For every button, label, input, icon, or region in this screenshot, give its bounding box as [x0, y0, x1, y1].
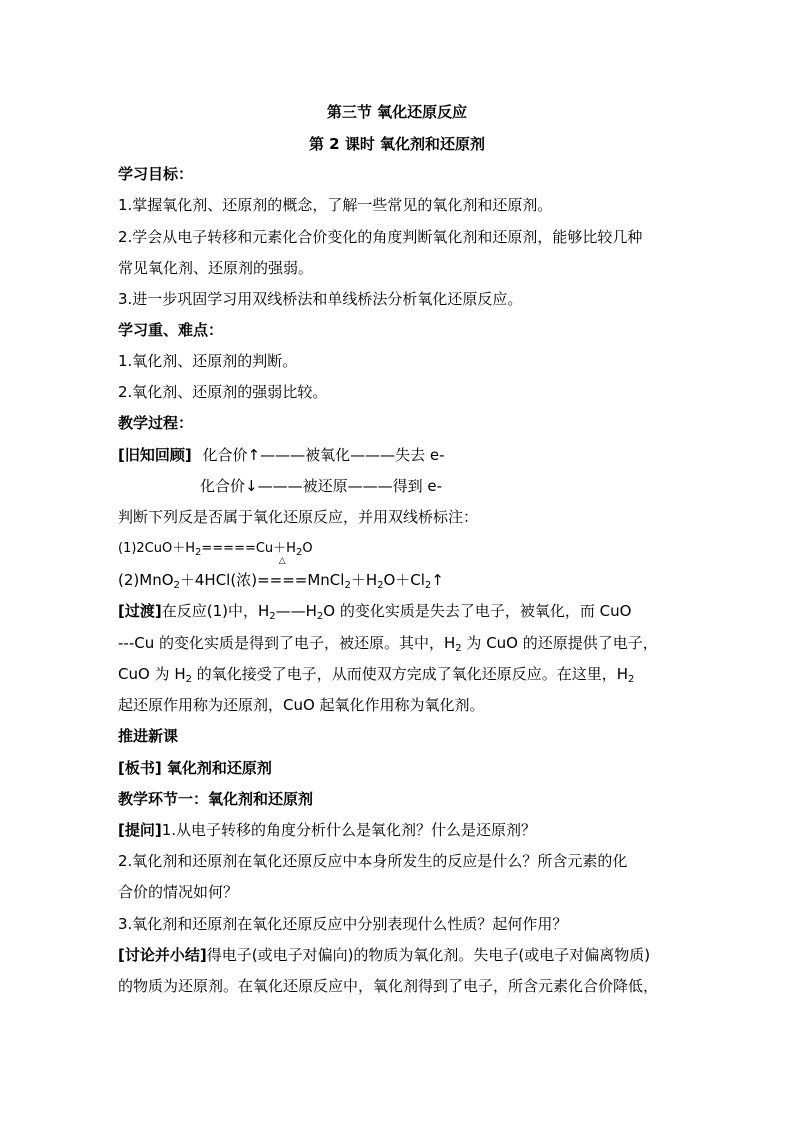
objective-item: 1.掌握氧化剂、还原剂的概念，了解一些常见的氧化剂和还原剂。	[118, 196, 553, 214]
question-3: 3.氧化剂和还原剂在氧化还原反应中分别表现什么性质？起何作用？	[118, 915, 568, 933]
objective-item: 2.学会从电子转移和元素化合价变化的角度判断氧化剂和还原剂，能够比较几种	[118, 228, 643, 246]
transition-tag: [过渡]	[118, 602, 162, 620]
instruction-text: 判断下列反是否属于氧化还原反应，并用双线桥标注：	[118, 508, 479, 526]
summary-line-2: 的物质为还原剂。在氧化还原反应中，氧化剂得到了电子，所含元素化合价降低，	[118, 977, 659, 995]
summary-tag: [讨论并小结]	[118, 946, 207, 964]
question-tag: [提问]	[118, 821, 162, 839]
question-2: 2.氧化剂和还原剂在氧化还原反应中本身所发生的反应是什么？所含元素的化	[118, 852, 628, 870]
review-oxidation-rule: 化合价↑———被氧化———失去 e-	[202, 446, 445, 464]
summary-line-1: [讨论并小结]得电子(或电子对偏向)的物质为氧化剂。失电子(或电子对偏离物质)	[118, 946, 651, 964]
objective-item: 常见氧化剂、还原剂的强弱。	[118, 259, 314, 277]
section-1-heading: 教学环节一：氧化剂和还原剂	[118, 790, 314, 808]
advance-heading: 推进新课	[118, 727, 179, 745]
review-reduction-rule: 化合价↓———被还原———得到 e-	[200, 477, 442, 495]
transition-line-1: [过渡]在反应(1)中，$H_2——H_2O$ 的变化实质是失去了电子，被氧化，而 CuO	[118, 602, 632, 622]
document-title: 第三节 氧化还原反应	[326, 103, 468, 121]
process-heading: 教学过程：	[118, 414, 194, 432]
question-2-cont: 合价的情况如何？	[118, 883, 239, 901]
question-1: [提问]1.从电子转移的角度分析什么是氧化剂？什么是还原剂？	[118, 821, 537, 839]
transition-line-2: ---Cu 的变化实质是得到了电子，被还原。其中，$H_2$ 为 CuO 的还原提供了电子，	[118, 634, 658, 654]
board-heading: [板书] 氧化剂和还原剂	[118, 759, 272, 777]
equation-2: (2)MnO$_2$＋4HCl(浓) △ $====MnCl_2+H_2O+Cl_2↑$	[118, 556, 444, 591]
keypoint-item: 2.氧化剂、还原剂的强弱比较。	[118, 383, 328, 401]
equation-1: $(1)2CuO+H_2=====Cu+H_2O$	[118, 541, 313, 558]
document-subtitle: 第 2 课时 氧化剂和还原剂	[308, 135, 486, 153]
objective-item: 3.进一步巩固学习用双线桥法和单线桥法分析氧化还原反应。	[118, 290, 523, 308]
review-tag: [旧知回顾]	[118, 446, 192, 464]
keypoints-heading: 学习重、难点：	[118, 321, 224, 339]
transition-line-4: 起还原作用称为还原剂，CuO 起氧化作用称为氧化剂。	[118, 696, 485, 714]
review-line-1	[118, 444, 444, 466]
objectives-heading: 学习目标：	[118, 165, 194, 183]
heat-condition-icon: △	[278, 556, 286, 566]
keypoint-item: 1.氧化剂、还原剂的判断。	[118, 352, 298, 370]
transition-line-3: CuO 为 $H_2$ 的氧化接受了电子，从而使双方完成了氧化还原反应。在这里，$H_2$	[118, 665, 635, 685]
